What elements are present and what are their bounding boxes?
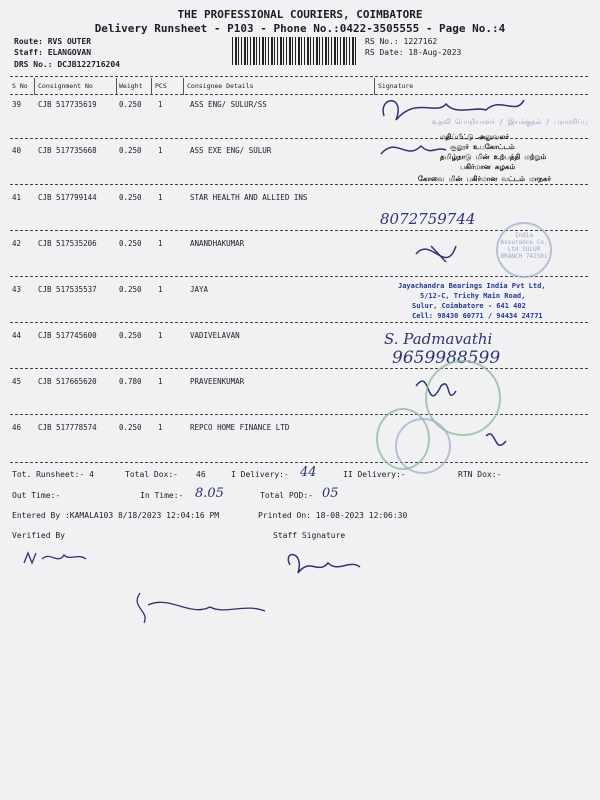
row-consignment: CJB 517535206	[38, 239, 97, 248]
row-sno: 45	[12, 377, 22, 386]
row-pcs: 1	[158, 193, 163, 202]
staff-signature-label: Staff Signature	[273, 531, 346, 540]
row-pcs: 1	[158, 377, 163, 386]
col-divider	[183, 78, 184, 95]
company-title: THE PROFESSIONAL COURIERS, COIMBATORE	[177, 8, 423, 21]
verifier-signature	[24, 553, 86, 563]
route-label: Route: RVS OUTER	[14, 37, 92, 46]
row-pcs: 1	[158, 239, 163, 248]
runsheet-subtitle: Delivery Runsheet - P103 - Phone No.:0422-3505555 - Page No.:4	[94, 22, 506, 35]
i-delivery-label: I Delivery:-	[231, 470, 289, 479]
staff-label: Staff: ELANGOVAN	[14, 48, 92, 57]
company-stamp-line: Cell: 98430 60771 / 94434 24771	[412, 312, 543, 320]
row-consignee: ANANDHAKUMAR	[190, 239, 245, 248]
in-time-label: In Time:-	[140, 491, 184, 500]
col-header-sno: S No	[12, 82, 28, 90]
tamil-stamp-line: கோவை மின் பகிர்மான வட்டம் மாநகர்	[418, 175, 552, 183]
printed-on: Printed On: 18-08-2023 12:06:30	[258, 511, 408, 520]
row-sno: 39	[12, 100, 22, 109]
signature-scribble	[383, 100, 524, 120]
rs-number: RS No.: 1227162	[365, 37, 438, 46]
row-sno: 46	[12, 423, 22, 432]
row-weight: 0.250	[119, 423, 142, 432]
row-sno: 41	[12, 193, 22, 202]
row-weight: 0.250	[119, 193, 142, 202]
col-divider	[374, 78, 375, 95]
drs-number: DRS No.: DCJB122716204	[14, 60, 120, 69]
col-divider	[151, 78, 152, 95]
row-consignee: VADIVELAVAN	[190, 331, 240, 340]
col-divider	[116, 78, 117, 95]
insurance-seal: India Assurance Co. Ltd SULUR BRANCH 741501	[496, 222, 552, 278]
col-header-consignment: Consignment No	[38, 82, 93, 90]
row-sno: 43	[12, 285, 22, 294]
col-header-signature: Signature	[378, 82, 414, 90]
row-pcs: 1	[158, 100, 163, 109]
rs-date: RS Date: 18-Aug-2023	[365, 48, 462, 57]
row-sno: 42	[12, 239, 22, 248]
tamil-stamp-line: மதிப்பீட்டு அலுவலர்	[440, 133, 509, 141]
row-weight: 0.250	[119, 239, 142, 248]
tot-runsheet: Tot. Runsheet:- 4	[12, 470, 94, 479]
i-delivery-value: 44	[300, 465, 317, 480]
total-pod-label: Total POD:-	[260, 491, 313, 500]
row-pcs: 1	[158, 285, 163, 294]
signature-row44: S. Padmavathi	[384, 330, 493, 348]
col-divider	[34, 78, 35, 95]
rtn-dox-label: RTN Dox:-	[458, 470, 502, 479]
table-top-rule	[10, 76, 588, 77]
col-header-pcs: PCS	[155, 82, 167, 90]
row-pcs: 1	[158, 331, 163, 340]
row-consignment: CJB 517745600	[38, 331, 97, 340]
ii-delivery-label: II Delivery:-	[343, 470, 406, 479]
row-consignee: ASS ENG/ SULUR/SS	[190, 100, 267, 109]
row-consignment: CJB 517665620	[38, 377, 97, 386]
row-weight: 0.250	[119, 146, 142, 155]
row-sno: 40	[12, 146, 22, 155]
total-pod-value: 05	[322, 486, 339, 501]
in-time-value: 8.05	[195, 486, 224, 501]
handwritten-phone: 8072759744	[380, 210, 476, 228]
row-consignee: JAYA	[190, 285, 209, 294]
staff-signature	[288, 555, 360, 573]
row-sno: 44	[12, 331, 22, 340]
company-stamp-line: 5/12-C, Trichy Main Road,	[420, 292, 526, 300]
row-consignee: PRAVEENKUMAR	[190, 377, 245, 386]
signature-scribble	[416, 246, 456, 262]
row-consignment: CJB 517778574	[38, 423, 97, 432]
row-weight: 0.250	[119, 100, 142, 109]
company-stamp-line: Sulur, Coimbatore - 641 402	[412, 302, 526, 310]
verifier-signature	[137, 593, 265, 623]
verified-by-label: Verified By	[12, 531, 65, 540]
barcode	[232, 37, 357, 65]
row-consignment: CJB 517535537	[38, 285, 97, 294]
tamil-stamp-line: தமிழ்நாடு மின் உற்பத்தி மற்றும்	[440, 153, 547, 161]
row-consignee: STAR HEALTH AND ALLIED INS	[190, 193, 308, 202]
row-consignee: ASS EXE ENG/ SULUR	[190, 146, 272, 155]
total-dox-value: 46	[196, 470, 206, 479]
row-pcs: 1	[158, 423, 163, 432]
company-stamp-line: Jayachandra Bearings India Pvt Ltd,	[398, 282, 546, 290]
row-consignment: CJB 517735668	[38, 146, 97, 155]
row-consignment: CJB 517799144	[38, 193, 97, 202]
row-weight: 0.780	[119, 377, 142, 386]
footer-signatures	[20, 545, 380, 635]
tamil-stamp-line: பகிர்மான கழகம்	[460, 163, 516, 171]
tamil-stamp-line: சூலூர் உபகோட்டம்	[450, 143, 515, 151]
row-weight: 0.250	[119, 285, 142, 294]
handwritten-phone-row44: 9659988599	[392, 348, 501, 368]
row-weight: 0.250	[119, 331, 142, 340]
col-header-weight: Weight	[119, 82, 143, 90]
total-dox-label: Total Dox:-	[125, 470, 178, 479]
row-consignee: REPCO HOME FINANCE LTD	[190, 423, 290, 432]
row-pcs: 1	[158, 146, 163, 155]
out-time-label: Out Time:-	[12, 491, 61, 500]
row-consignment: CJB 517735619	[38, 100, 97, 109]
col-header-consignee: Consignee Details	[187, 82, 254, 90]
entered-by: Entered By :KAMALA103 8/18/2023 12:04:16 PM	[12, 511, 220, 520]
signature-scribble	[486, 434, 506, 445]
ae-stamp-text: உதவி பொறியாளர் / இயக்குதல் / பராமரிப்பு	[432, 118, 588, 126]
signature-scribble	[381, 146, 446, 154]
blue-seal	[395, 418, 451, 474]
